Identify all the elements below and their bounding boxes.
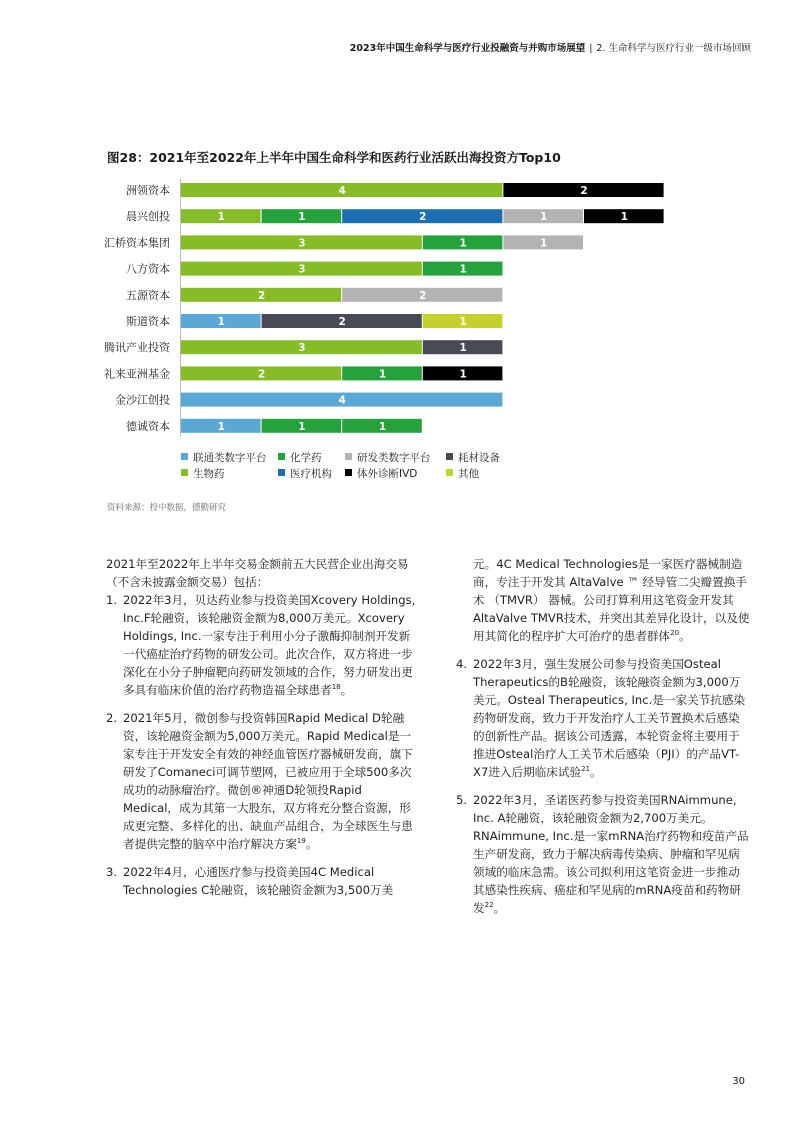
footnote-ref: 21 bbox=[581, 765, 590, 773]
category-label: 洲领资本 bbox=[126, 184, 170, 197]
legend-swatch bbox=[278, 453, 285, 460]
data-label: 1 bbox=[620, 211, 628, 224]
list-number: 1. bbox=[106, 593, 118, 607]
list-item bbox=[106, 709, 420, 853]
page-number: 30 bbox=[732, 1076, 745, 1087]
category-label: 德诚资本 bbox=[126, 419, 170, 433]
category-label: 汇桥资本集团 bbox=[104, 236, 170, 250]
list-text: 2022年4月，心通医疗参与投资美国4C Medical Technologies C轮融资，该轮融资金额为3,500万美 bbox=[123, 865, 394, 897]
list-text: 2021年5月，微创参与投资韩国Rapid Medical D轮融资，该轮融资金额为5,000万美元。Rapid Medical是一家专注于开发安全有效的神经血管医疗器械研发商，旗下研发了Comaneci可调节塑网，已被应用于全球500多次成功的动脉瘤治疗。微创®神通D轮领投Rapid Medical，成为其第一大股东，双方将充分整合资源，形成更完整、多样化的出、缺血产品组合，为全球医生与患者提供完整的脑卒中治疗解决方案 bbox=[123, 711, 413, 851]
legend-label: 医疗机构 bbox=[290, 468, 332, 480]
legend-label: 研发类数字平台 bbox=[357, 452, 431, 464]
category-label: 腾讯产业投资 bbox=[104, 341, 170, 355]
data-label: 2 bbox=[257, 368, 266, 381]
list-number: 5. bbox=[456, 793, 468, 807]
legend-label: 联通类数字平台 bbox=[193, 452, 267, 464]
legend-swatch bbox=[345, 453, 352, 460]
figure-title: 图28：2021年至2022年上半年中国生命科学和医药行业活跃出海投资方Top10 bbox=[107, 150, 561, 165]
legend-label: 体外诊断IVD bbox=[357, 468, 418, 480]
list-end: 。 bbox=[340, 683, 353, 697]
data-label: 1 bbox=[459, 342, 467, 355]
legend-swatch bbox=[278, 469, 285, 476]
category-label: 金沙江创投 bbox=[115, 393, 170, 407]
data-label: 1 bbox=[540, 211, 548, 224]
intro-paragraph: 2021年至2022年上半年交易金额前五大民营企业出海交易（不含未披露金额交易）包括： bbox=[106, 557, 409, 589]
legend-label: 其他 bbox=[458, 468, 479, 480]
data-label: 1 bbox=[540, 237, 548, 250]
data-label: 2 bbox=[419, 289, 427, 302]
legend-swatch bbox=[446, 469, 453, 476]
stacked-bar-chart bbox=[0, 170, 793, 500]
list-end: 。 bbox=[679, 629, 691, 643]
data-label: 1 bbox=[298, 211, 306, 224]
data-label: 3 bbox=[298, 263, 306, 276]
right-column bbox=[456, 555, 750, 917]
list-text: 元。4C Medical Technologies是一家医疗器械制造商，专注于开发其 AltaValve ™ 经导管二尖瓣置换手术 （TMVR） 器械。公司打算利用这笔资金开发其AltaValve TMVR技术，并突出其差异化设计，以及使用其简化的程序扩大可治疗的患者群体 bbox=[473, 557, 750, 643]
list-end: 。 bbox=[590, 765, 602, 779]
data-label: 2 bbox=[580, 185, 588, 197]
data-label: 1 bbox=[459, 237, 467, 250]
list-item-continued bbox=[456, 555, 750, 645]
legend-label: 耗材设备 bbox=[458, 452, 500, 464]
list-number: 3. bbox=[106, 865, 118, 879]
legend-label: 化学药 bbox=[290, 452, 322, 464]
category-label: 五源资本 bbox=[126, 288, 170, 302]
data-label: 4 bbox=[338, 394, 346, 407]
page-header bbox=[350, 40, 751, 54]
data-label: 1 bbox=[459, 316, 467, 328]
data-label: 2 bbox=[419, 211, 427, 224]
legend-swatch bbox=[181, 469, 188, 476]
list-item bbox=[456, 655, 750, 781]
section-title: 2. 生命科学与医疗行业一级市场回顾 bbox=[596, 43, 751, 54]
legend-swatch bbox=[181, 453, 188, 460]
footnote-ref: 20 bbox=[670, 629, 680, 637]
data-label: 1 bbox=[298, 420, 306, 433]
data-label: 1 bbox=[217, 316, 225, 328]
data-label: 3 bbox=[298, 342, 306, 355]
footnote-ref: 19 bbox=[296, 837, 306, 845]
footnote-ref: 22 bbox=[484, 901, 494, 909]
legend-swatch bbox=[446, 453, 453, 460]
data-label: 1 bbox=[459, 368, 467, 381]
data-label: 1 bbox=[217, 211, 225, 224]
list-text: 2022年3月，圣诺医药参与投资美国RNAimmune, Inc. A轮融资，该轮融资金额为2,700万美元。RNAimmune, Inc.是一家mRNA治疗药物和疫苗产品生产研发商，致力于解决病毒传染病、肿瘤和罕见病领域的临床急需。该公司拟利用这笔资金进一步推动其感染性疾病、癌症和罕见病的mRNA疫苗和药物研发 bbox=[473, 793, 749, 915]
header-separator: | bbox=[589, 43, 593, 54]
left-column bbox=[106, 555, 420, 899]
legend-label: 生物药 bbox=[193, 468, 225, 480]
list-end: 。 bbox=[493, 901, 506, 915]
footnote-ref: 18 bbox=[331, 683, 341, 691]
data-label: 1 bbox=[378, 420, 387, 433]
category-label: 斯道资本 bbox=[126, 315, 170, 328]
data-label: 1 bbox=[217, 420, 225, 433]
category-label: 八方资本 bbox=[126, 262, 170, 276]
list-text: 2022年3月，贝达药业参与投资美国Xcovery Holdings, Inc.F轮融资，该轮融资金额为8,000万美元。Xcovery Holdings, Inc.一家专注于利用小分子激酶抑制剂开发新一代癌症治疗药物的研发公司。此次合作，双方将进一步深化在小分子肿瘤靶向药研发领域的合作，努力研发出更多具有临床价值的治疗药物造福全球患者 bbox=[123, 593, 416, 697]
report-title: 2023年中国生命科学与医疗行业投融资与并购市场展望 bbox=[349, 43, 586, 54]
figure-source: 资料来源：投中数据，德勤研究 bbox=[107, 503, 227, 513]
list-end: 。 bbox=[305, 837, 318, 851]
list-number: 2. bbox=[106, 711, 118, 725]
category-label: 晨兴创投 bbox=[126, 210, 170, 224]
list-item bbox=[456, 791, 750, 917]
category-label: 礼来亚洲基金 bbox=[104, 367, 170, 381]
list-item bbox=[106, 591, 420, 699]
list-text: 2022年3月，强生发展公司参与投资美国Osteal Therapeutics的B轮融资，该轮融资金额为3,000万美元。Osteal Therapeutics, Inc.是一家关节抗感染药物研发商，致力于开发治疗人工关节置换术后感染的创新性产品。据该公司透露，本轮资金将主要用于推进Osteal治疗人工关节术后感染（PJI）的产品VT-X7进入后期临床试验 bbox=[473, 657, 746, 779]
data-label: 2 bbox=[257, 289, 266, 302]
list-item bbox=[106, 863, 420, 899]
data-label: 1 bbox=[378, 368, 387, 381]
list-number: 4. bbox=[456, 657, 468, 671]
data-label: 1 bbox=[459, 263, 467, 276]
legend-swatch bbox=[345, 469, 352, 476]
data-label: 4 bbox=[338, 185, 346, 197]
data-label: 3 bbox=[298, 237, 306, 250]
data-label: 2 bbox=[338, 316, 346, 328]
